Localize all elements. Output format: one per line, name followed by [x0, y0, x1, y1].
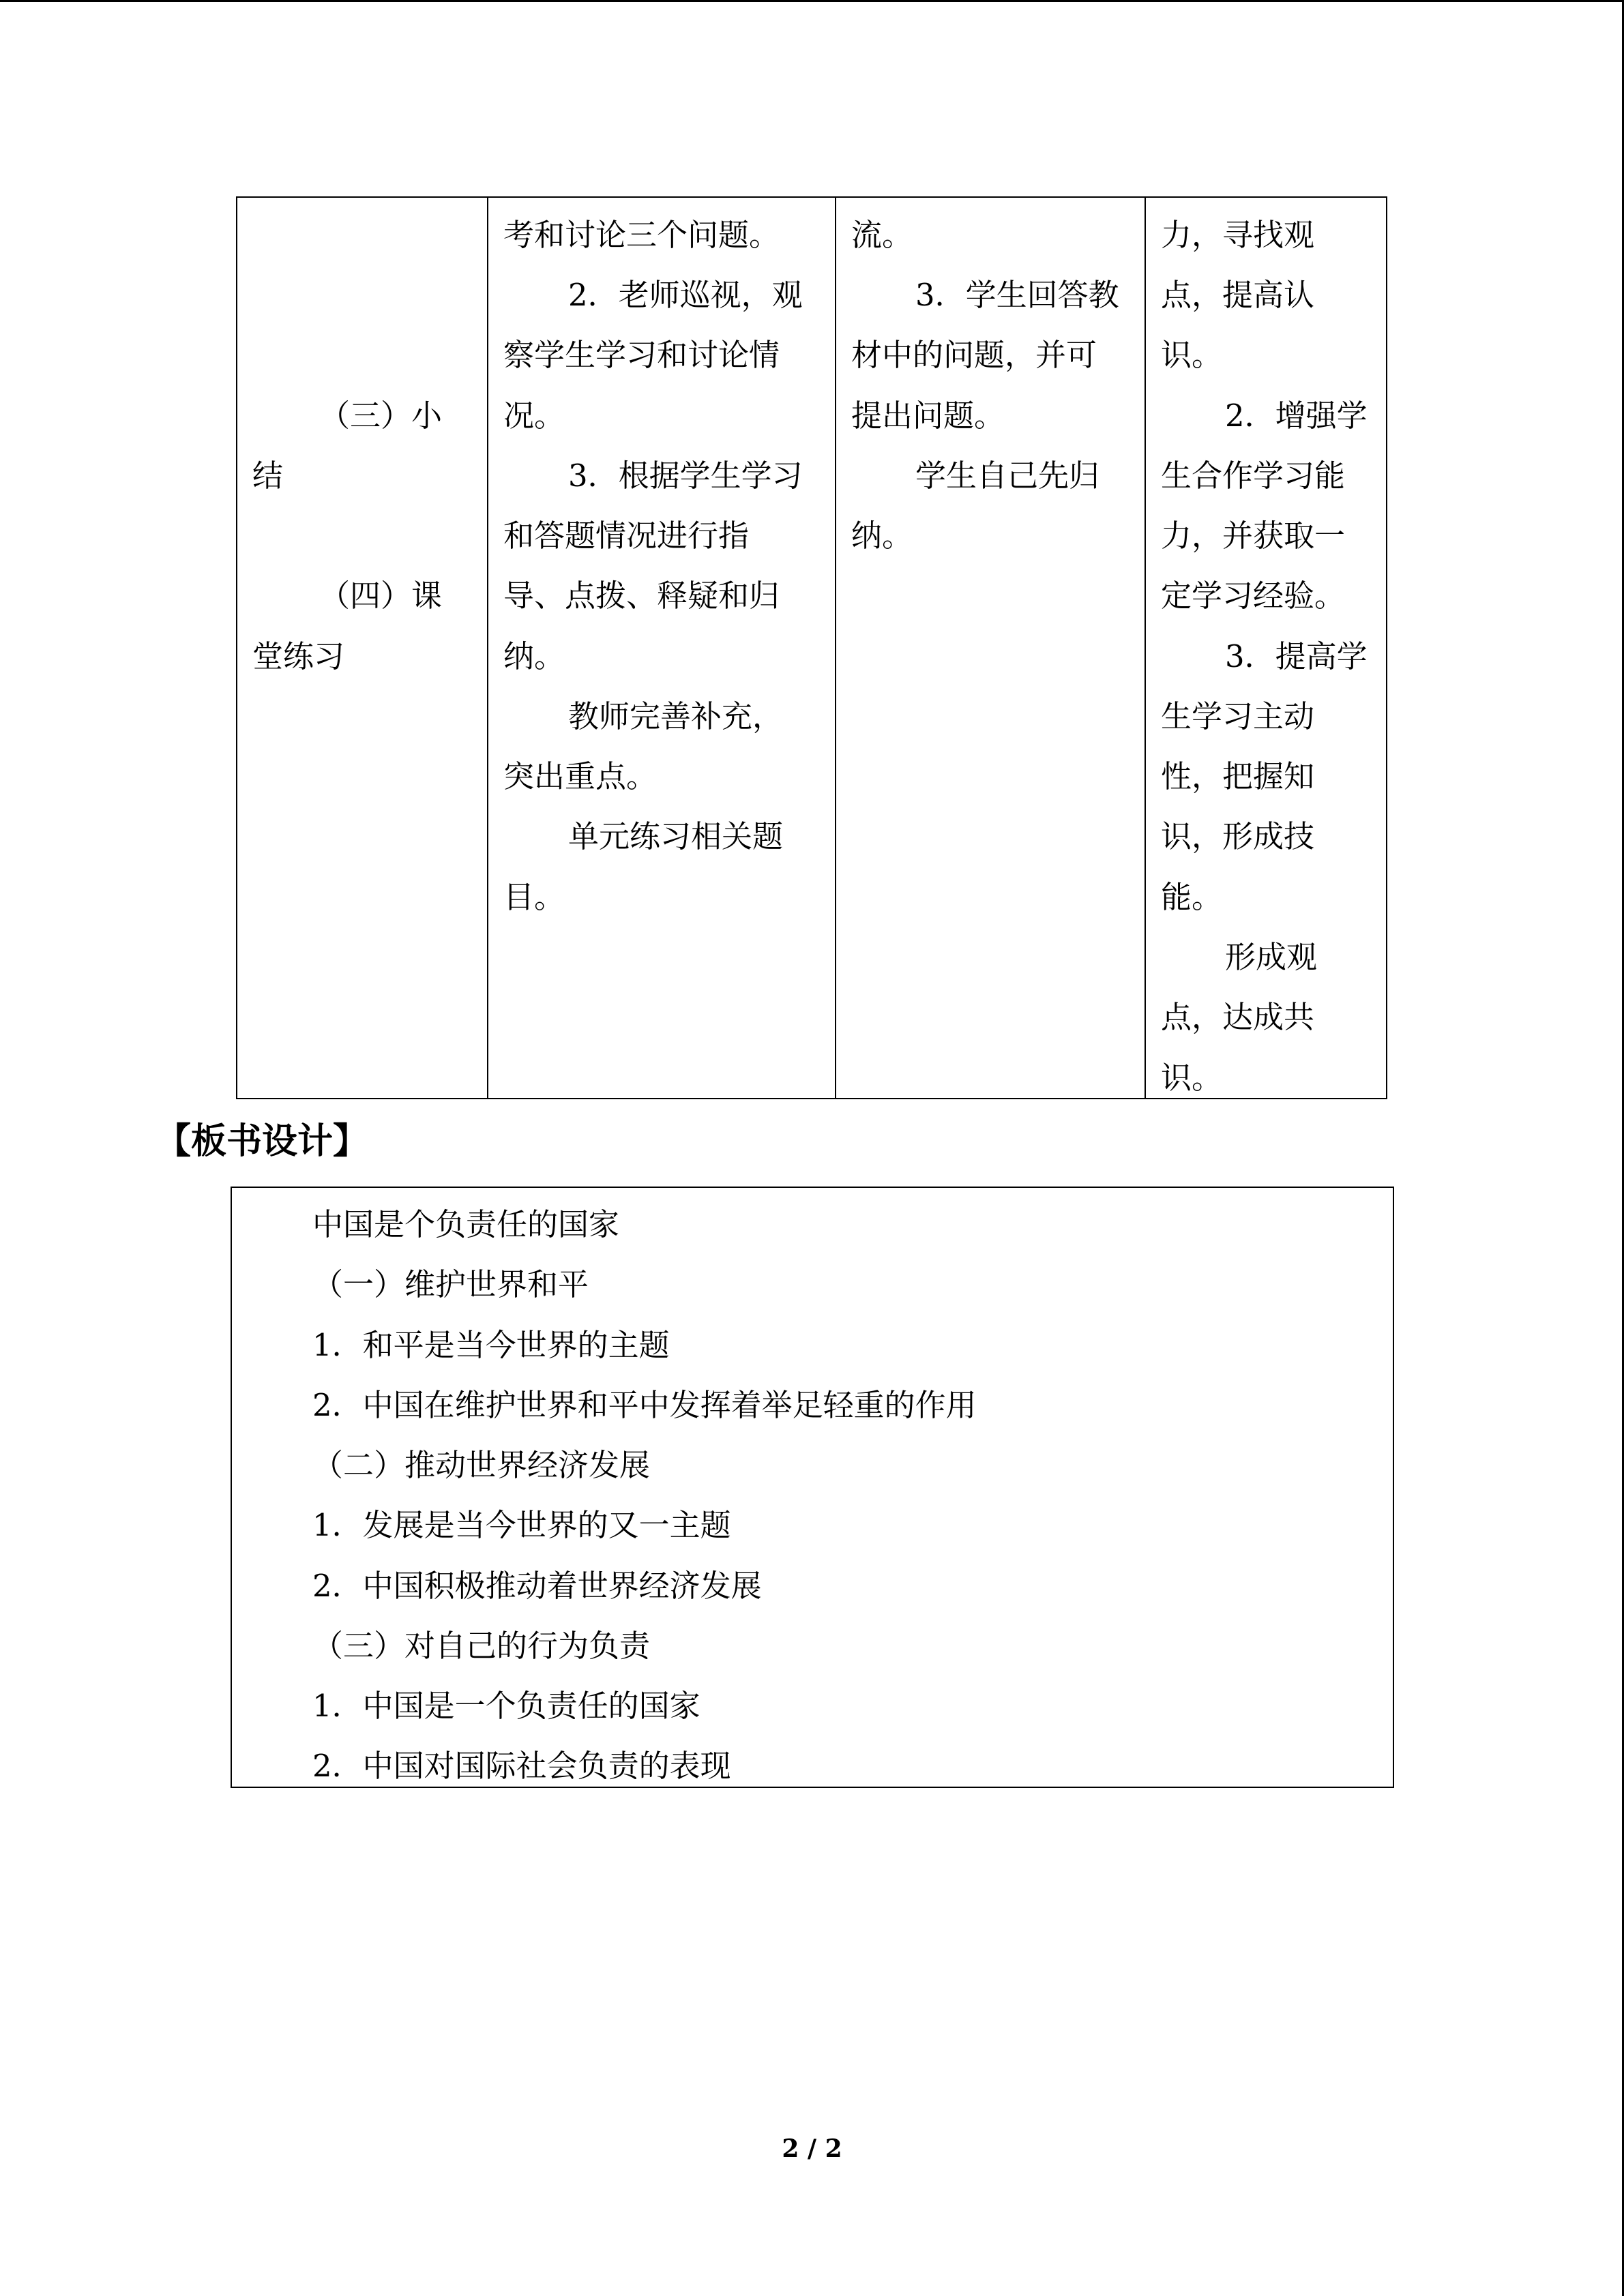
- table-cell-student-activity: [835, 196, 1146, 1099]
- table-text-line: 力，并获取一: [1161, 518, 1346, 554]
- board-line: 2．中国对国际社会负责的表现: [312, 1748, 731, 1784]
- table-text-line: 材中的问题，并可: [851, 337, 1097, 373]
- board-line: 1．发展是当今世界的又一主题: [312, 1507, 731, 1543]
- board-line: 1．中国是一个负责任的国家: [312, 1688, 700, 1724]
- table-text-line: 识。: [1161, 337, 1223, 373]
- board-line: （一）维护世界和平: [312, 1266, 589, 1302]
- page-top-border: [0, 0, 1624, 2]
- table-text-line: 识。: [1161, 1060, 1223, 1096]
- board-line: 1．和平是当今世界的主题: [312, 1327, 670, 1363]
- table-text-line: 3．根据学生学习: [568, 458, 803, 494]
- table-text-line: 3．提高学: [1225, 638, 1368, 674]
- table-text-line: 结: [252, 458, 284, 494]
- board-line: （二）推动世界经济发展: [312, 1447, 651, 1483]
- table-text-line: （四）课: [319, 578, 443, 614]
- board-line: 2．中国积极推动着世界经济发展: [312, 1568, 762, 1604]
- table-text-line: 和答题情况进行指: [503, 518, 750, 554]
- table-text-line: 点，达成共: [1161, 999, 1315, 1035]
- board-line: （三）对自己的行为负责: [312, 1628, 651, 1664]
- table-text-line: 学生自己先归: [915, 458, 1100, 494]
- table-text-line: 2．增强学: [1225, 398, 1368, 434]
- table-text-line: 点，提高认: [1161, 277, 1315, 313]
- table-text-line: 性，把握知: [1161, 758, 1315, 794]
- table-text-line: 考和讨论三个问题。: [503, 217, 780, 253]
- table-text-line: 纳。: [503, 638, 565, 674]
- table-text-line: 况。: [503, 398, 565, 434]
- table-text-line: 堂练习: [252, 638, 345, 674]
- table-text-line: 纳。: [851, 518, 913, 554]
- table-text-line: 能。: [1161, 879, 1223, 915]
- table-text-line: 力，寻找观: [1161, 217, 1315, 253]
- board-line: 中国是个负责任的国家: [312, 1206, 620, 1242]
- table-text-line: 形成观: [1225, 939, 1318, 975]
- table-text-line: 流。: [851, 217, 913, 253]
- table-text-line: 提出问题。: [851, 398, 1005, 434]
- table-text-line: （三）小: [319, 398, 443, 434]
- table-text-line: 2．老师巡视，观: [568, 277, 803, 313]
- table-text-line: 目。: [503, 879, 565, 915]
- section-heading-board-design: 【板书设计】: [156, 1121, 369, 1162]
- table-text-line: 突出重点。: [503, 758, 658, 794]
- table-text-line: 生学习主动: [1161, 698, 1315, 734]
- table-text-line: 3．学生回答教: [915, 277, 1119, 313]
- table-text-line: 生合作学习能: [1161, 458, 1346, 494]
- table-text-line: 导、点拨、释疑和归: [503, 578, 780, 614]
- table-text-line: 教师完善补充，: [568, 698, 784, 734]
- table-text-line: 察学生学习和讨论情: [503, 337, 780, 373]
- page-number: 2 / 2: [782, 2134, 842, 2163]
- table-text-line: 识，形成技: [1161, 818, 1315, 854]
- table-text-line: 单元练习相关题: [568, 818, 784, 854]
- table-text-line: 定学习经验。: [1161, 578, 1346, 614]
- board-line: 2．中国在维护世界和平中发挥着举足轻重的作用: [312, 1387, 977, 1423]
